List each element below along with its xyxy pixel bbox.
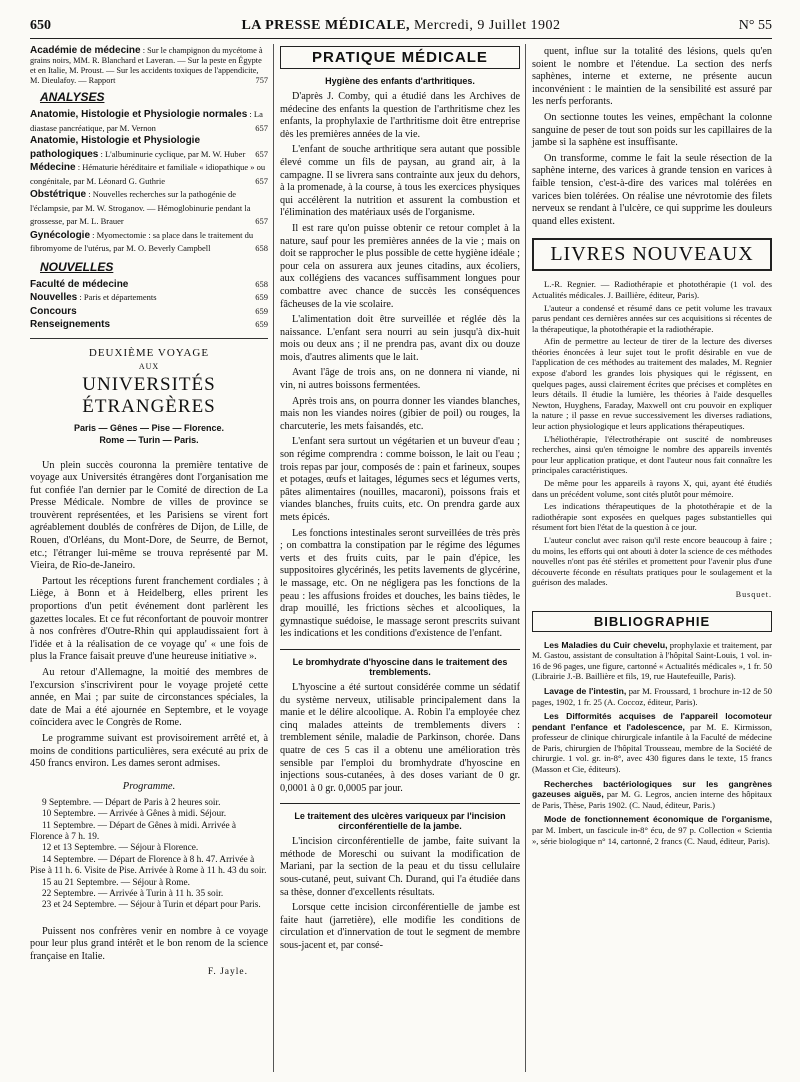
paragraph: De même pour les appareils à rayons X, qui, ayant été étudiés dans un précédent volume, sont cités plutôt pour mémoire. [532, 478, 772, 499]
programme-item: 12 et 13 Septembre. — Séjour à Florence. [42, 843, 199, 854]
voyage-article [30, 460, 268, 771]
nouvelles-heading: NOUVELLES [40, 259, 114, 274]
toc-entry: Obstétrique : Nouvelles recherches sur la pathogénie de l'éclampsie, par M. W. Stroganov. — Hémoglobinurie pendant la grossesse, par M. L. Brauer 657 [30, 189, 268, 226]
toc-entry: Médecine : Hématurie héréditaire et familiale « idiopathique » ou congénitale, par M. Léonard G. Guthrie 657 [30, 162, 268, 186]
voyage-title: UNIVERSITÉS ÉTRANGÈRES [82, 373, 216, 417]
page-number: 650 [30, 18, 51, 33]
column-rule [273, 44, 274, 1072]
analyses-list [30, 108, 268, 256]
column-right [532, 46, 772, 850]
toc-entry: Concours 659 [30, 305, 268, 317]
paragraph: On sectionne toutes les veines, empêchant la colonne sanguine de peser de tout son poids sur les capillaires de la jambe si la saphène est insuffisante. [532, 111, 772, 149]
toc-entry: Anatomie, Histologie et Physiologie pathologiques : L'albuminurie cyclique, par M. W. Huber 657 [30, 135, 268, 160]
paragraph: L'hyoscine a été surtout considérée comme un sédatif du système nerveux, utilisable principalement dans la manie et le délire alcoolique. A. Robin l'a employée chez cinq malades atteints de tremblements divers : tremblement sénile, maladie de Parkinson, chorée. Dans quatre de ces 5 cas il a obtenu une amélioration très sensible par l'emploi du bromhydrate d'hyoscine en injections sous-cutanées, à des doses variant de 0 gr. 0,0001 à 0 gr. 0,0005 par jour. [280, 681, 520, 794]
programme-item: 10 Septembre. — Arrivée à Gênes à midi. Séjour. [42, 809, 227, 820]
toc-entry: Faculté de médecine 658 [30, 278, 268, 290]
paragraph: L'héliothérapie, l'électrothérapie ont suscité de nombreuses recherches, ainsi qu'en témoigne le nombre des appareils inventés pour leur application pratique, et dont l'auteur nous fait connaître les principales caractéristiques. [532, 433, 772, 476]
journal-title: LA PRESSE MÉDICALE, Mercredi, 9 Juillet 1902 [241, 18, 561, 33]
paragraph: Avant l'âge de trois ans, on ne donnera ni viande, ni vin, ni autres boissons fermentées. [280, 367, 520, 392]
section-title: PRATIQUE MÉDICALE [280, 46, 520, 69]
biblio-entry: Les Difformités acquises de l'appareil locomoteur pendant l'enfance et l'adolescence, par M. E. Kirmisson, professeur de clinique chirurgicale infantile à la Faculté de médecine de Paris, chirurgien de l'hôpital Trousseau, membre de la Société de chirurgie. 1 vol. gr. in-8°, avec 430 figures dans le texte, 15 francs (Masson et Cie, éditeurs). [532, 711, 772, 775]
voyage-line2: AUX [138, 361, 160, 371]
biblio-list [532, 640, 772, 847]
divider [30, 338, 268, 339]
biblio-entry: Les Maladies du Cuir chevelu, prophylaxie et traitement, par M. Gastou, assistant de consultation à l'hôpital Saint-Louis, 1 vol. in-16 de 96 pages, une figure, cartonné « Actualités médicales », 1 fr. 50 (Librairie J.-B. Baillière et fils, 19, rue Hautefeuille, Paris). [532, 639, 772, 682]
column-rule [525, 44, 526, 1072]
column-middle [280, 46, 520, 956]
programme-item: 15 au 21 Septembre. — Séjour à Rome. [42, 877, 190, 888]
article-heading: Hygiène des enfants d'arthritiques. [325, 76, 475, 86]
analyses-heading: ANALYSES [40, 90, 105, 104]
paragraph: Partout les réceptions furent franchement cordiales ; à Liège, à Bonn et à Heidelberg, elles prirent les proportions d'un petit événement dont parlèrent les gazettes locales. Et ce fut réconfortant de pouvoir montrer à nos confrères d'Outre-Rhin qui applaudissaient fort à l'idée et à la réalisation de ce voyage qu' « une fois de plus la France faisait preuve d'une heureuse initiative ». [30, 575, 268, 663]
page-header [30, 18, 772, 39]
article-body [280, 91, 520, 641]
paragraph: D'après J. Comby, qui a étudié dans les Archives de médecine des enfants la question de l'arthritisme chez les enfants, la prophylaxie de l'arthritisme doit être entreprise dès les premières années de la vie. [280, 91, 520, 140]
paragraph: Le programme suivant est provisoirement arrêté et, à moins de conditions particulières, sera exécuté au prix de 450 francs environ. Les dames seront admises. [30, 732, 268, 770]
paragraph: L'alimentation doit être surveillée et réglée dès la naissance. L'enfant sera nourri au sein jusqu'à dix-huit mois ou deux ans ; il ne prendra pas, avant dix ou douze mois, d'autres aliments que le lait. [280, 314, 520, 363]
programme-item: 23 et 24 Septembre. — Séjour à Turin et départ pour Paris. [42, 900, 261, 911]
paragraph: L'auteur a condensé et résumé dans ce petit volume les travaux parus pendant ces dernières années sur ces acquisitions si récentes de la thérapeutique, la photothérapie et la radiothérapie. [532, 302, 772, 334]
biblio-heading: BIBLIOGRAPHIE [532, 611, 772, 632]
paragraph: L'enfant de souche arthritique sera autant que possible élevé comme un fils de paysan, au grand air, à la campagne. Il se livrera sans contrainte aux jeux du dehors, à la promenade, à la course, à tous les exercices physiques qui accélèrent la nutrition et assurent la combustion et l'élimination des matériaux usés de l'organisme. [280, 144, 520, 219]
column-left [30, 46, 268, 977]
paragraph: Après trois ans, on pourra donner les viandes blanches, mais non les viandes noires (gibier de poil) ou rouges, la charcuterie, les mets faisandés, etc. [280, 395, 520, 432]
livres-review: L.-R. Regnier. — Radiothérapie et photothérapie (1 vol. des Actualités médicales. J. Baillière, éditeur, Paris). L'auteur a condensé et résumé dans ce petit volume les travaux parus pendant ces dernières années sur ces acquisitions si récentes de la thérapeutique, la photothérapie et la radiothérapie. Afin de permettre au lecteur de tirer de la lecture des diverses théories énoncées à leur sujet tout le profit désirable en vue de l'application de ces méthodes au traitement des malades, M. Regnier expose d'abord les grandes lois physiques qui le régissent, en quelques pages, aussi clairement écrites que précises et complètes en leurs détails. Il étudie la lumière, les théories à l'aide desquelles Newton, Huyghens, Faraday, Maxwell ont cru pouvoir en expliquer la nature ; il passe en revue successivement les diverses radiations, leur action physiologique et leurs applications thérapeutiques. L'héliothérapie, l'électrothérapie ont suscité de nombreuses recherches, ainsi qu'en témoigne le nombre des appareils inventés pour leur application pratique, et dont l'auteur nous fait connaître les principales caractéristiques. De même pour les appareils à rayons X, qui, ayant été étudiés dans un précédent volume, sont cités plutôt pour mémoire. Les indications thérapeutiques de la photothérapie et de la radiothérapie sont exposées en quelques pages substantielles qui résument fort bien l'état de la question à ce jour. L'auteur conclut avec raison qu'il reste encore beaucoup à faire ; du moins, les efforts qui ont abouti à doter la science de ces méthodes nouvelles n'ont pas été stériles et promettent pour l'avenir plus d'une découverte féconde en résultats pratiques pour le soulagement et la guérison des malades. Busquet. [532, 279, 772, 599]
nouvelles-list [30, 278, 268, 332]
article-heading: Le traitement des ulcères variqueux par l'incision circonférentielle de la jambe. [294, 811, 506, 832]
paragraph: Lorsque cette incision circonférentielle de jambe est faite haut (jarretière), elle modifie les conditions de circulation et d'innervation de tout le segment de membre sous-jacent et, par consé- [280, 902, 520, 952]
paragraph: Un plein succès couronna la première tentative de voyage aux Universités étrangères dont l'organisation me fut confiée l'an dernier par le Comité de direction de La Presse Médicale. Nombre de villes de province se trouvèrent représentées, et les Parisiens se virent fort agréablement doublés de confrères de Dijon, de Lille, de Rouen, d'Orléans, du Mont-Dore, de Seurre, de Bernot, etc.; l'étranger lui-même se trouva représenté par M. Vieira, de Rio-de-Janeiro. [30, 459, 268, 572]
article-body [280, 682, 520, 795]
toc-entry: Anatomie, Histologie et Physiologie normales : La diastase pancréatique, par M. Vernon 657 [30, 109, 268, 133]
biblio-entry: Mode de fonctionnement économique de l'organisme, par M. Imbert, un fascicule in-8° écu, de 97 p. Collection « Scientia », série biologique n° 14, cartonné, 2 francs (C. Naud, éditeur, Paris). [532, 814, 772, 846]
paragraph: Au retour d'Allemagne, la moitié des membres de l'excursion s'inscrivirent pour le voyage projeté cette année, en Mai ; par suite de circonstances spéciales, la date de Mai a été ajournée en Septembre, et le voyage coïncidera avec le Congrès de Rome. [30, 667, 268, 729]
article-heading: Le bromhydrate d'hyoscine dans le traitement des tremblements. [292, 656, 508, 677]
livres-heading: LIVRES NOUVEAUX [532, 238, 772, 271]
paragraph: Les fonctions intestinales seront surveillées de très près ; on combattra la constipation par le régime des légumes verts et des fruits cuits, par le pain d'épice, les suppositoires glycérinés, les petits lavements de glycérine, le massage, etc. On ne négligera pas les fonctions de la peau : les affusions froides et douches, les bains tièdes, le drap mouillé, les frictions sèches et alcooliques, la gymnastique suédoise, le massage seront prescrits suivant les indications et les conditions d'existence de l'enfant. [280, 527, 520, 640]
programme-item: 11 Septembre. — Départ de Gênes à midi. Arrivée à Florence à 7 h. 19. [30, 820, 237, 842]
paragraph: L'enfant sera surtout un végétarien et un buveur d'eau ; son régime comprendra : comme boisson, le lait ou l'eau ; trois repas par jour, composés de : pain et farineux, soupes et potages, œufs et laitages, légumes secs et légumes verts, pâtes alimentaires (nouilles, macaroni), poissons frais et viandes blanches, fruits cuits, etc. On prendra garde aux mets épicés. [280, 436, 520, 523]
programme-heading: Programme. [122, 780, 176, 792]
issue-number: N° 55 [738, 18, 772, 33]
toc-entry: Gynécologie : Myomectomie : sa place dans le traitement du fibromyome de l'utérus, par M. O. Beverly Campbell 658 [30, 229, 268, 253]
voyage-closing: Puissent nos confrères venir en nombre à ce voyage pour leur plus grand intérêt et le bon renom de la science française en Italie. [30, 925, 268, 962]
article-continuation [532, 46, 772, 228]
toc-academie: Académie de médecine : Sur le champignon du mycétome à grains noirs, MM. R. Blanchard et Laveran. — Sur la peste en Égypte et en Italie, M. Proust. — Sur les accidents toxiques de l'appendicite, M. Dieulafoy. — Rapport 757 [30, 45, 268, 85]
paragraph: Il est rare qu'on puisse obtenir ce retour complet à la nature, sauf pour les premières années de la vie ; mais on doit se rapprocher le plus possible de cette hygiène idéale ; pour cela on assurera aux jeunes citadins, aux écoliers, aux collégiens des vacances suffisamment longues pour combattre avec chance de succès les conséquences fâcheuses de la vie scolaire. [280, 222, 520, 310]
programme-list [30, 798, 268, 912]
programme-item: 22 Septembre. — Arrivée à Turin à 11 h. 35 soir. [42, 889, 224, 899]
paragraph: L'auteur conclut avec raison qu'il reste encore beaucoup à faire ; du moins, les efforts qui ont abouti à doter la science de ces méthodes nouvelles n'ont pas été stériles et promettent pour l'avenir plus d'une découverte féconde en résultats pratiques pour le soulagement et la guérison des malades. [532, 534, 772, 588]
paragraph: Afin de permettre au lecteur de tirer de la lecture des diverses théories énoncées à leur sujet tout le profit désirable en vue de l'application de ces méthodes au traitement des malades, M. Regnier expose d'abord les grandes lois physiques qui le régissent, en quelques pages, aussi clairement écrites que précises et complètes en leurs détails. Il étudie la lumière, les théories à l'aide desquelles Newton, Huyghens, Faraday, Maxwell ont cru pouvoir en expliquer la nature ; il passe en revue successivement les diverses radiations, leur action physiologique et leurs applications thérapeutiques. [532, 336, 772, 432]
biblio-entry: Recherches bactériologiques sur les gangrènes gazeuses aiguës, par M. G. Legros, ancien interne des hôpitaux de Paris, Thèse, Paris 1902. (C. Naud, éditeur, Paris.) [532, 778, 772, 810]
paragraph: quent, influe sur la totalité des lésions, quels qu'en soient le nombre et l'étendue. La section des nerfs saphènes, interne et externe, ne présente aucun inconvénient : le maintien de la sensibilité est assuré par les nerfs perforants. [532, 46, 772, 108]
programme-item: 9 Septembre. — Départ de Paris à 2 heures soir. [42, 797, 221, 808]
biblio-entry: Lavage de l'intestin, par M. Froussard, 1 brochure in-12 de 50 pages, 1902, 1 fr. 25 (A. Coccoz, éditeur, Paris). [532, 685, 773, 707]
paragraph: Les indications thérapeutiques de la photothérapie et de la radiothérapie sont exposées en quelques pages substantielles qui résument fort bien l'état de la question à ce jour. [532, 501, 772, 533]
toc-entry: Renseignements 659 [30, 319, 268, 330]
paragraph: L'incision circonférentielle de jambe, faite suivant la méthode de Moreschi ou suivant la modification de Mariani, par la section de la peau et du tissu cellulaire sous-cutané, peut, suivant Ch. Durand, qui l'a étudiée dans sa thèse, donner d'excellents résultats. [280, 836, 520, 898]
divider [280, 649, 520, 650]
divider [280, 803, 520, 804]
article-body [280, 836, 520, 952]
voyage-line1: DEUXIÈME VOYAGE [88, 346, 210, 359]
programme-item: 14 Septembre. — Départ de Florence à 8 h. 47. Arrivée à Pise à 11 h. 6. Visite de Pise. Arrivée à Rome à 11 h. 43 du soir. [30, 854, 267, 877]
signature: F. Jayle. [207, 966, 248, 977]
paragraph: On transforme, comme le fait la seule résection de la saphène interne, des varices à grande tension en varices à faible tension, c'est-à-dire des varices mal tolérées en varices bien tolérées. On réalise une névrotomie des filets nerveux se rendant à l'ulcère, ce qui supprime les douleurs quand elles existent. [532, 152, 772, 227]
toc-entry: Nouvelles : Paris et départements 659 [30, 292, 268, 303]
voyage-cities: Paris — Gênes — Pise — Florence. Rome — Turin — Paris. [73, 422, 225, 445]
